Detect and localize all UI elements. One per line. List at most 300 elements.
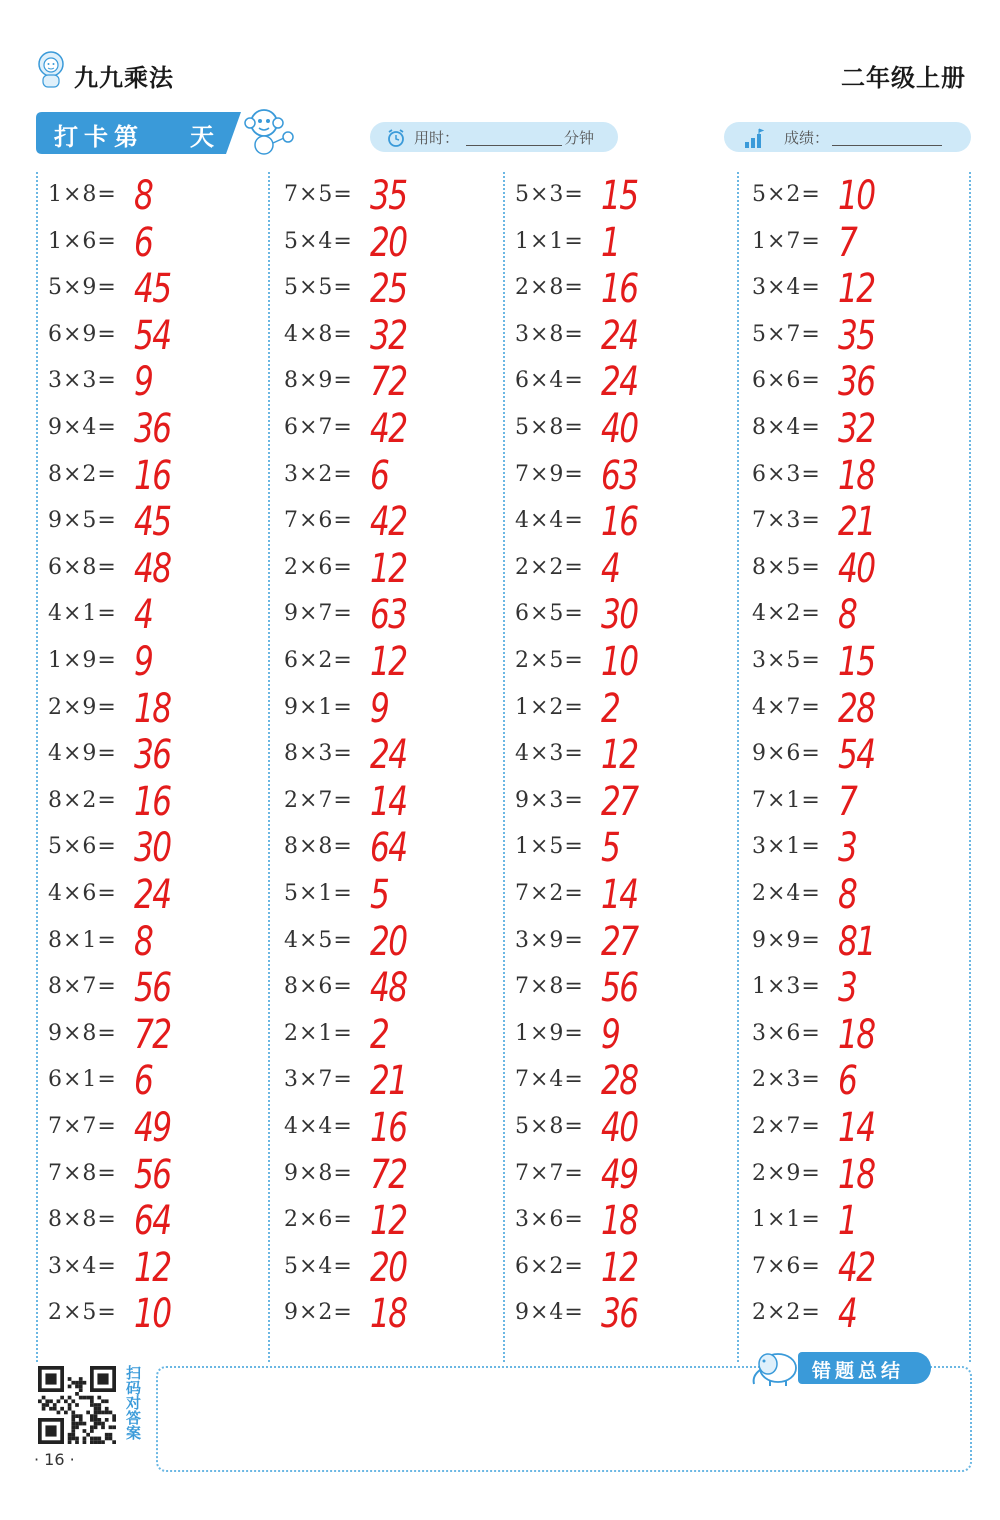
problem-item — [752, 1198, 972, 1245]
handwritten-answer[interactable]: 4 — [134, 592, 153, 639]
handwritten-answer[interactable]: 3 — [838, 965, 857, 1012]
handwritten-answer[interactable]: 15 — [838, 639, 875, 685]
score-blank[interactable] — [832, 145, 942, 146]
problem-expression: 2×6= — [284, 1207, 353, 1233]
problem-expression: 2×5= — [515, 648, 584, 673]
handwritten-answer[interactable]: 18 — [370, 1291, 407, 1338]
problem-item — [284, 918, 504, 966]
problem-item — [515, 825, 735, 872]
problem-expression: 7×7= — [48, 1114, 117, 1139]
problem-item — [752, 918, 972, 966]
handwritten-answer[interactable]: 28 — [601, 1058, 638, 1105]
problem-expression: 1×5= — [515, 834, 584, 860]
column-divider — [737, 172, 739, 1362]
problem-item — [48, 219, 268, 267]
problem-expression: 2×6= — [284, 554, 353, 580]
qr-caption: 扫码对答案 — [126, 1364, 142, 1442]
problem-item — [284, 1058, 504, 1105]
handwritten-answer[interactable]: 49 — [134, 1105, 171, 1151]
handwritten-answer[interactable]: 8 — [134, 918, 153, 965]
book-title: 九九乘法 — [74, 64, 174, 92]
problem-expression: 5×2= — [752, 182, 821, 207]
problem-item — [752, 872, 972, 919]
handwritten-answer[interactable]: 36 — [134, 732, 171, 779]
handwritten-answer[interactable]: 8 — [838, 592, 857, 639]
handwritten-answer[interactable]: 35 — [370, 173, 407, 219]
problem-expression: 4×8= — [284, 321, 353, 347]
handwritten-answer[interactable]: 7 — [838, 778, 857, 825]
problem-item — [752, 1058, 972, 1105]
bar-chart-icon — [744, 128, 764, 148]
handwritten-answer[interactable]: 20 — [370, 219, 407, 266]
problem-expression: 6×6= — [752, 368, 821, 394]
problem-expression: 4×7= — [752, 694, 821, 720]
problem-expression: 9×5= — [48, 508, 117, 534]
problem-expression: 5×6= — [48, 834, 117, 860]
problem-expression: 9×2= — [284, 1300, 353, 1326]
problem-item — [515, 266, 735, 313]
elephant-mascot-icon — [748, 1346, 800, 1388]
handwritten-answer[interactable]: 8 — [838, 872, 857, 918]
problem-item — [752, 219, 972, 267]
handwritten-answer[interactable]: 32 — [370, 312, 407, 359]
problem-item — [515, 452, 735, 500]
problem-item — [515, 1244, 735, 1292]
handwritten-answer[interactable]: 28 — [838, 685, 875, 732]
handwritten-answer[interactable]: 18 — [134, 685, 171, 732]
problem-item — [515, 965, 735, 1012]
handwritten-answer[interactable]: 63 — [370, 592, 407, 639]
problem-expression: 7×8= — [515, 974, 584, 1000]
problem-item — [284, 592, 504, 639]
problem-item — [48, 1011, 268, 1059]
handwritten-answer[interactable]: 30 — [134, 825, 171, 872]
problem-item — [515, 685, 735, 733]
problem-item — [515, 406, 735, 453]
handwritten-answer[interactable]: 16 — [370, 1105, 407, 1151]
problem-item — [284, 1151, 504, 1199]
problem-expression: 4×6= — [48, 881, 117, 906]
handwritten-answer[interactable]: 21 — [838, 499, 875, 546]
problem-item — [284, 685, 504, 733]
problem-item — [515, 1198, 735, 1245]
problem-item — [752, 685, 972, 733]
problem-expression: 2×7= — [284, 787, 353, 813]
problem-item — [752, 825, 972, 872]
problem-item — [48, 1058, 268, 1105]
problem-item — [48, 1151, 268, 1199]
page-header — [0, 0, 1000, 110]
problem-expression: 4×3= — [515, 741, 584, 767]
grade-label: 二年级上册 — [841, 64, 966, 92]
handwritten-answer[interactable]: 72 — [370, 359, 407, 406]
handwritten-answer[interactable]: 5 — [601, 825, 620, 872]
problem-expression: 3×2= — [284, 461, 353, 487]
problem-expression: 5×8= — [515, 415, 584, 440]
problem-item — [752, 406, 972, 453]
handwritten-answer[interactable]: 45 — [134, 266, 171, 313]
problem-expression: 9×8= — [48, 1020, 117, 1046]
problem-expression: 1×9= — [48, 648, 117, 673]
problem-item — [515, 1151, 735, 1199]
handwritten-answer[interactable]: 35 — [838, 312, 875, 359]
handwritten-answer[interactable]: 49 — [601, 1151, 638, 1198]
handwritten-answer[interactable]: 1 — [838, 1198, 857, 1245]
handwritten-answer[interactable]: 6 — [134, 1058, 153, 1105]
problem-item — [515, 918, 735, 966]
problem-item — [284, 825, 504, 872]
problem-expression: 9×1= — [284, 694, 353, 720]
problem-item — [752, 266, 972, 313]
problem-item — [48, 1291, 268, 1338]
problem-item — [284, 266, 504, 313]
handwritten-answer[interactable]: 24 — [134, 872, 171, 918]
handwritten-answer[interactable]: 18 — [838, 1151, 875, 1198]
handwritten-answer[interactable]: 12 — [370, 639, 407, 685]
problem-expression: 9×3= — [515, 787, 584, 813]
problem-item — [284, 406, 504, 453]
handwritten-answer[interactable]: 27 — [601, 778, 638, 825]
handwritten-answer[interactable]: 20 — [370, 918, 407, 965]
handwritten-answer[interactable]: 24 — [370, 732, 407, 779]
problem-item — [752, 499, 972, 546]
lion-logo-icon — [34, 50, 68, 90]
handwritten-answer[interactable]: 18 — [838, 1011, 875, 1058]
problem-expression: 3×6= — [752, 1020, 821, 1046]
time-field — [370, 122, 618, 152]
problem-expression: 9×6= — [752, 741, 821, 767]
problem-expression: 5×8= — [515, 1114, 584, 1139]
handwritten-answer[interactable]: 72 — [370, 1151, 407, 1198]
problem-item — [515, 1105, 735, 1152]
handwritten-answer[interactable]: 9 — [134, 639, 153, 685]
qr-code-icon[interactable] — [34, 1366, 120, 1444]
problem-item — [48, 872, 268, 919]
handwritten-answer[interactable]: 12 — [838, 266, 875, 313]
problem-item — [284, 359, 504, 406]
problem-expression: 6×5= — [515, 601, 584, 627]
problem-item — [284, 1244, 504, 1292]
problem-item — [48, 406, 268, 453]
problem-expression: 8×8= — [284, 834, 353, 860]
problem-item — [48, 545, 268, 593]
handwritten-answer[interactable]: 18 — [838, 452, 875, 499]
handwritten-answer[interactable]: 30 — [601, 592, 638, 639]
problem-expression: 2×8= — [515, 275, 584, 301]
problem-expression: 1×1= — [515, 228, 584, 254]
problem-item — [752, 965, 972, 1012]
handwritten-answer[interactable]: 4 — [601, 545, 620, 592]
handwritten-answer[interactable]: 36 — [134, 406, 171, 452]
handwritten-answer[interactable]: 14 — [370, 778, 407, 825]
problem-expression: 3×9= — [515, 927, 584, 953]
handwritten-answer[interactable]: 16 — [601, 266, 638, 313]
problem-expression: 7×8= — [48, 1160, 117, 1186]
handwritten-answer[interactable]: 42 — [370, 499, 407, 546]
handwritten-answer[interactable]: 5 — [370, 872, 389, 918]
problem-item — [48, 639, 268, 686]
problem-expression: 1×7= — [752, 228, 821, 254]
problem-item — [752, 639, 972, 686]
problem-expression: 6×2= — [284, 648, 353, 673]
handwritten-answer[interactable]: 14 — [601, 872, 638, 918]
problem-expression: 9×9= — [752, 927, 821, 953]
problem-item — [48, 452, 268, 500]
time-unit: 分钟 — [564, 129, 595, 147]
handwritten-answer[interactable]: 12 — [370, 545, 407, 592]
problem-item — [284, 173, 504, 220]
problem-item — [752, 1244, 972, 1292]
handwritten-answer[interactable]: 10 — [601, 639, 638, 685]
handwritten-answer[interactable]: 48 — [370, 965, 407, 1012]
handwritten-answer[interactable]: 12 — [370, 1198, 407, 1245]
problem-expression: 8×6= — [284, 974, 353, 1000]
problem-expression: 7×3= — [752, 508, 821, 534]
problem-item — [48, 918, 268, 966]
problem-item — [48, 592, 268, 639]
problem-expression: 4×2= — [752, 601, 821, 627]
problem-item — [752, 312, 972, 360]
handwritten-answer[interactable]: 72 — [134, 1011, 171, 1058]
handwritten-answer[interactable]: 21 — [370, 1058, 407, 1105]
problem-item — [515, 545, 735, 593]
handwritten-answer[interactable]: 2 — [370, 1011, 389, 1058]
handwritten-answer[interactable]: 16 — [134, 452, 171, 499]
problem-item — [515, 359, 735, 406]
problem-expression: 5×1= — [284, 881, 353, 906]
handwritten-answer[interactable]: 25 — [370, 266, 407, 313]
problem-expression: 9×7= — [284, 601, 353, 627]
problem-expression: 8×5= — [752, 554, 821, 580]
problem-item — [48, 312, 268, 360]
handwritten-answer[interactable]: 40 — [601, 1105, 638, 1151]
handwritten-answer[interactable]: 3 — [838, 825, 857, 872]
handwritten-answer[interactable]: 20 — [370, 1244, 407, 1291]
problem-expression: 8×1= — [48, 927, 117, 953]
score-field — [724, 122, 971, 152]
problem-expression: 3×5= — [752, 648, 821, 673]
handwritten-answer[interactable]: 27 — [601, 918, 638, 965]
problem-expression: 5×9= — [48, 275, 117, 301]
problem-expression: 4×1= — [48, 601, 117, 627]
problem-item — [284, 965, 504, 1012]
problem-expression: 7×1= — [752, 787, 821, 813]
problem-item — [752, 1151, 972, 1199]
checkin-day-label: 天 — [190, 123, 214, 151]
handwritten-answer[interactable]: 10 — [838, 173, 875, 219]
handwritten-answer[interactable]: 10 — [134, 1291, 171, 1338]
problem-item — [48, 173, 268, 220]
handwritten-answer[interactable]: 2 — [601, 685, 620, 732]
handwritten-answer[interactable]: 14 — [838, 1105, 875, 1151]
problem-item — [515, 778, 735, 826]
problem-item — [752, 173, 972, 220]
handwritten-answer[interactable]: 64 — [370, 825, 407, 872]
mistake-summary-label: 错题总结 — [812, 1360, 905, 1382]
problem-expression: 8×2= — [48, 787, 117, 813]
problem-expression: 7×6= — [752, 1253, 821, 1279]
problem-expression: 5×7= — [752, 321, 821, 347]
handwritten-answer[interactable]: 24 — [601, 312, 638, 359]
problem-item — [515, 1291, 735, 1338]
handwritten-answer[interactable]: 1 — [601, 219, 620, 266]
problem-item — [515, 173, 735, 220]
problem-item — [515, 1011, 735, 1059]
problem-expression: 2×2= — [752, 1300, 821, 1326]
handwritten-answer[interactable]: 6 — [838, 1058, 857, 1105]
handwritten-answer[interactable]: 12 — [134, 1244, 171, 1291]
problem-expression: 6×1= — [48, 1067, 117, 1093]
handwritten-answer[interactable]: 54 — [838, 732, 875, 779]
problem-item — [515, 639, 735, 686]
checkin-label: 打卡第 — [54, 123, 144, 151]
problem-expression: 6×9= — [48, 321, 117, 347]
problem-expression: 2×5= — [48, 1300, 117, 1326]
problem-expression: 2×1= — [284, 1020, 353, 1046]
problem-expression: 4×4= — [284, 1114, 353, 1139]
problem-expression: 6×7= — [284, 415, 353, 440]
handwritten-answer[interactable]: 81 — [838, 918, 875, 965]
handwritten-answer[interactable]: 6 — [134, 219, 153, 266]
problem-expression: 1×1= — [752, 1207, 821, 1233]
problem-expression: 2×3= — [752, 1067, 821, 1093]
problem-expression: 9×4= — [48, 415, 117, 440]
problem-expression: 7×7= — [515, 1160, 584, 1186]
handwritten-answer[interactable]: 36 — [601, 1291, 638, 1338]
handwritten-answer[interactable]: 32 — [838, 406, 875, 452]
handwritten-answer[interactable]: 6 — [370, 452, 389, 499]
problem-expression: 5×5= — [284, 275, 353, 301]
problem-item — [752, 545, 972, 593]
handwritten-answer[interactable]: 4 — [838, 1291, 857, 1338]
problem-expression: 3×1= — [752, 834, 821, 860]
problem-item — [48, 732, 268, 779]
problem-expression: 2×9= — [48, 694, 117, 720]
handwritten-answer[interactable]: 64 — [134, 1198, 171, 1245]
handwritten-answer[interactable]: 9 — [370, 685, 389, 732]
problem-expression: 8×2= — [48, 461, 117, 487]
problem-expression: 4×9= — [48, 741, 117, 767]
problem-expression: 8×9= — [284, 368, 353, 394]
handwritten-answer[interactable]: 15 — [601, 173, 638, 219]
handwritten-answer[interactable]: 9 — [601, 1011, 620, 1058]
problem-item — [515, 592, 735, 639]
problem-item — [284, 219, 504, 267]
handwritten-answer[interactable]: 56 — [134, 965, 171, 1012]
handwritten-answer[interactable]: 48 — [134, 545, 171, 592]
problem-item — [284, 545, 504, 593]
handwritten-answer[interactable]: 9 — [134, 359, 153, 406]
handwritten-answer[interactable]: 56 — [134, 1151, 171, 1198]
problem-item — [752, 359, 972, 406]
handwritten-answer[interactable]: 16 — [134, 778, 171, 825]
handwritten-answer[interactable]: 12 — [601, 732, 638, 779]
problem-expression: 4×4= — [515, 508, 584, 534]
time-label: 用时： — [414, 129, 460, 147]
problem-item — [284, 312, 504, 360]
problem-expression: 1×2= — [515, 694, 584, 720]
problem-expression: 8×4= — [752, 415, 821, 440]
handwritten-answer[interactable]: 18 — [601, 1198, 638, 1245]
problem-expression: 1×3= — [752, 974, 821, 1000]
problem-item — [752, 778, 972, 826]
problem-item — [752, 1105, 972, 1152]
problem-expression: 2×7= — [752, 1114, 821, 1139]
problem-expression: 5×4= — [284, 228, 353, 254]
handwritten-answer[interactable]: 56 — [601, 965, 638, 1012]
problem-expression: 2×4= — [752, 881, 821, 906]
problem-expression: 3×7= — [284, 1067, 353, 1093]
handwritten-answer[interactable]: 7 — [838, 219, 857, 266]
handwritten-answer[interactable]: 40 — [838, 545, 875, 592]
problem-item — [284, 499, 504, 546]
problem-item — [284, 639, 504, 686]
handwritten-answer[interactable]: 42 — [370, 406, 407, 452]
problem-expression: 9×4= — [515, 1300, 584, 1326]
handwritten-answer[interactable]: 8 — [134, 173, 153, 219]
problem-item — [48, 499, 268, 546]
problem-expression: 8×8= — [48, 1207, 117, 1233]
problem-item — [284, 1105, 504, 1152]
problem-item — [752, 732, 972, 779]
problem-item — [48, 685, 268, 733]
problem-expression: 3×8= — [515, 321, 584, 347]
problem-item — [515, 872, 735, 919]
problem-expression: 3×3= — [48, 368, 117, 394]
problem-expression: 2×2= — [515, 554, 584, 580]
problem-item — [515, 1058, 735, 1105]
problem-item — [48, 825, 268, 872]
time-blank[interactable] — [466, 145, 562, 146]
problem-expression: 6×8= — [48, 554, 117, 580]
handwritten-answer[interactable]: 12 — [601, 1244, 638, 1291]
problem-expression: 6×3= — [752, 461, 821, 487]
handwritten-answer[interactable]: 16 — [601, 499, 638, 546]
problem-item — [48, 1198, 268, 1245]
handwritten-answer[interactable]: 45 — [134, 499, 171, 546]
problem-expression: 2×9= — [752, 1160, 821, 1186]
handwritten-answer[interactable]: 36 — [838, 359, 875, 406]
problem-expression: 7×6= — [284, 508, 353, 534]
problem-item — [48, 1105, 268, 1152]
handwritten-answer[interactable]: 63 — [601, 452, 638, 499]
handwritten-answer[interactable]: 54 — [134, 312, 171, 359]
score-label: 成绩： — [784, 129, 830, 147]
problem-expression: 1×9= — [515, 1020, 584, 1046]
problem-item — [284, 452, 504, 500]
problem-expression: 1×8= — [48, 182, 117, 207]
column-divider — [268, 172, 270, 1362]
problem-expression: 3×4= — [48, 1253, 117, 1279]
problem-item — [284, 778, 504, 826]
problem-expression: 5×3= — [515, 182, 584, 207]
problem-item — [284, 732, 504, 779]
problem-item — [515, 732, 735, 779]
problem-expression: 3×4= — [752, 275, 821, 301]
handwritten-answer[interactable]: 24 — [601, 359, 638, 406]
problem-item — [752, 592, 972, 639]
problem-item — [284, 1291, 504, 1338]
problem-item — [48, 1244, 268, 1292]
alarm-clock-icon — [386, 128, 406, 148]
column-divider — [36, 172, 38, 1362]
handwritten-answer[interactable]: 40 — [601, 406, 638, 452]
problem-item — [48, 266, 268, 313]
problem-item — [284, 1011, 504, 1059]
problem-item — [284, 872, 504, 919]
problem-expression: 8×7= — [48, 974, 117, 1000]
handwritten-answer[interactable]: 42 — [838, 1244, 875, 1291]
